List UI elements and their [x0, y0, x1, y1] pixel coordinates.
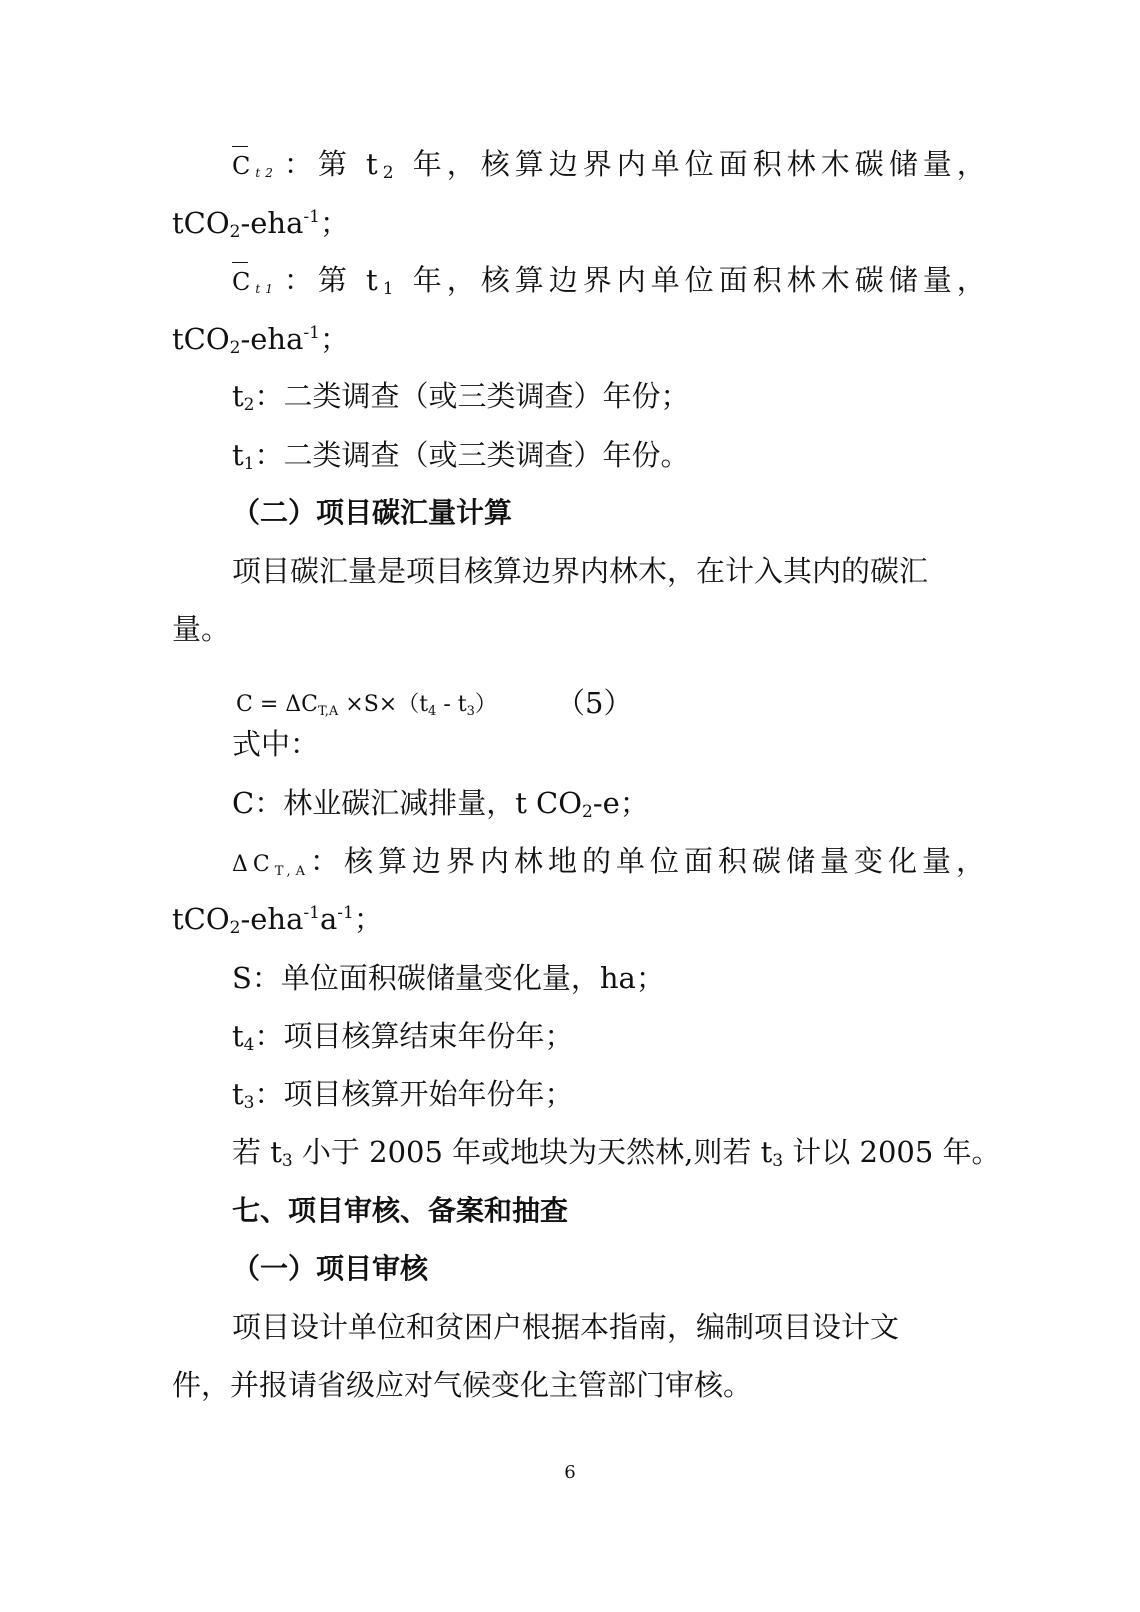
paragraph-2-line-2: 件，并报请省级应对气候变化主管部门审核。 [172, 1368, 753, 1402]
definition-t2: $t_2$：二类调查（或三类调查）年份； [232, 379, 690, 415]
paragraph-1-line-2: 量。 [172, 612, 231, 646]
c-t1-symbol: Ct1 [232, 260, 278, 311]
note-line: 若 $t_3$ 小于 2005 年或地块为天然林,则若 $t_3$ 计以 2005 年。 [232, 1135, 1001, 1171]
definition-t4: $t_4$：项目核算结束年份年； [232, 1019, 574, 1055]
formula-number: （5） [556, 686, 633, 720]
paragraph-2-line-1: 项目设计单位和贫困户根据本指南，编制项目设计文 [232, 1310, 900, 1344]
definition-s: S：单位面积碳储量变化量，ha； [232, 961, 665, 995]
definition-c-t1: Ct1 ：第 $t_1$ 年，核算边界内单位面积林木碳储量， [232, 258, 982, 311]
paragraph-1-line-1: 项目碳汇量是项目核算边界内林木，在计入其内的碳汇 [232, 554, 929, 588]
page-number: 6 [564, 1462, 576, 1483]
unit-line-1: tCO$_2$-eha$^{-1}$； [172, 206, 349, 242]
formula-5: $C = \Delta C_{T,A} \times S\times(t_4 - t_3)$ [236, 692, 497, 719]
delta-c-symbol: $\Delta C_{T,A}$ [232, 852, 311, 879]
definition-c: C：林业碳汇减排量，t $CO_2-e$； [232, 786, 649, 822]
c-t2-symbol: Ct2 [232, 144, 278, 195]
where-label: 式中： [232, 727, 320, 761]
definition-t1: $t_1$：二类调查（或三类调查）年份。 [232, 438, 690, 474]
definition-t3: $t_3$：项目核算开始年份年； [232, 1077, 574, 1113]
section-heading-2: （二）项目碳汇量计算 [232, 496, 513, 529]
section-heading-7-1: （一）项目审核 [232, 1252, 429, 1285]
unit-line-2: tCO$_2$-eha$^{-1}$； [172, 322, 349, 358]
section-heading-7: 七、项目审核、备案和抽查 [232, 1194, 569, 1227]
unit-line-3: $tCO_2-eha^{-1}a^{-1}$； [172, 902, 383, 938]
definition-delta-c: $\Delta C_{T,A}$：核算边界内林地的单位面积碳储量变化量， [232, 844, 991, 879]
definition-c-t2: Ct2 ：第 $t_2$ 年，核算边界内单位面积林木碳储量， [232, 142, 982, 195]
